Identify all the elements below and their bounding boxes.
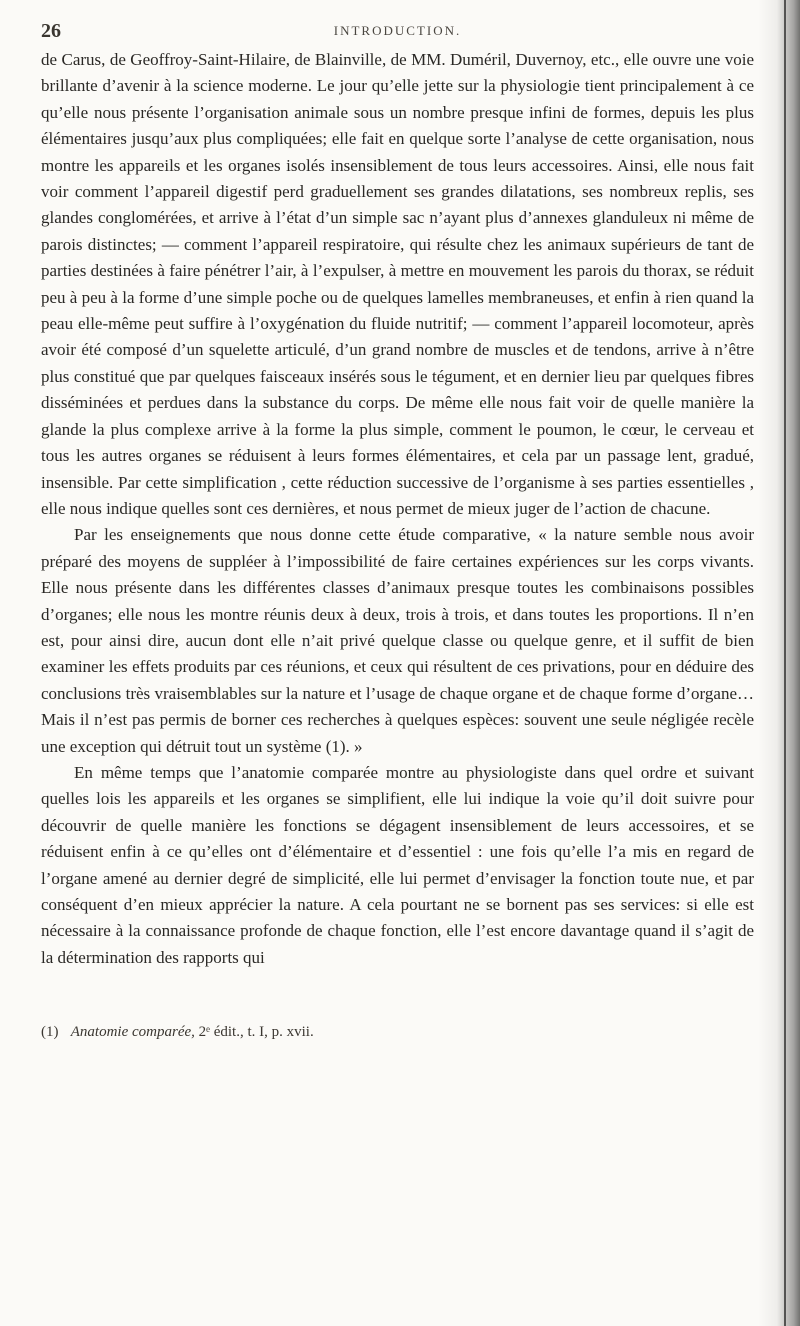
binding-shadow — [758, 0, 800, 1326]
footnote-details: 2ᵉ édit., t. I, p. xvii. — [198, 1024, 314, 1040]
page-header — [41, 20, 754, 44]
running-head: INTRODUCTION. — [333, 23, 462, 38]
footnote-mark: (1) — [41, 1024, 59, 1040]
paragraph-3: En même temps que l’anatomie comparée montre au physiologiste dans quel ordre et suivant quelles lois les appareils et les organes se simplifient, elle lui indique la voie qu’il doit suivre pour découvrir de quelle manière les fonctions se dégagent insensiblement de leurs accessoires, et se réduisent enfin à ce qu’elles ont d’élémentaire et d’essentiel : une fois qu’elle l’a mis en regard de l’organe amené au dernier degré de simplicité, elle lui permet d’envisager la fonction toute nue, et par conséquent d’en mieux apprécier la nature. A cela pourtant ne se bornent pas ses services: si elle est nécessaire à la connaissance profonde de chaque fonction, elle l’est encore davantage quand il s’agit de la détermination des rapports qui — [41, 762, 754, 967]
paragraph-2: Par les enseignements que nous donne cette étude comparative, « la nature semble nous avoir préparé des moyens de suppléer à l’impossibilité de faire certaines expériences sur les corps vivants. Elle nous présente dans les différentes classes d’animaux presque toutes les combinaisons possibles d’organes; elle nous les montre réunis deux à deux, trois à trois, et dans toutes les proportions. Il n’en est, pour ainsi dire, aucun dont elle n’ait privé quelque classe ou quelque genre, et il suffit de bien examiner les effets produits par ces réunions, et ceux qui résultent de ces privations, pour en déduire des conclusions très vraisemblables sur la nature et l’usage de chaque organe et de chaque forme d’organe… Mais il n’est pas permis de borner ces recherches à quelques espèces: souvent une seule négligée recèle une exception qui détruit tout un système (1). » — [41, 525, 754, 756]
page-number: 26 — [41, 20, 61, 42]
paragraph-1: de Carus, de Geoffroy-Saint-Hilaire, de Blainville, de MM. Duméril, Duvernoy, etc., elle ouvre une voie brillante d’avenir à la science moderne. Le jour qu’elle jette sur la physiologie tient principalement à ce qu’elle nous présente l’organisation animale sous un nombre presque infini de formes, depuis les plus élémentaires jusqu’aux plus compliquées; elle fait en quelque sorte l’analyse de cette organisation, nous montre les appareils et les organes isolés insensiblement de tous leurs accessoires. Ainsi, elle nous fait voir comment l’appareil digestif perd graduellement ses grandes dilatations, ses nombreux replis, ses glandes conglomérées, et arrive à l’état d’un simple sac n’ayant plus d’annexes glanduleux ni même de parois distinctes; — comment l’appareil respiratoire, qui résulte chez les animaux supérieurs de tant de parties destinées à faire pénétrer l’air, à l’expulser, à mettre en mouvement les parois du thorax, se réduit peu à peu à la forme d’une simple poche ou de quelques lamelles membraneuses, et enfin à rien quand la peau elle-même peut suffire à l’oxygénation du fluide nutritif; — comment l’appareil locomoteur, après avoir été composé d’un squelette articulé, d’un grand nombre de muscles et de tendons, arrive à n’être plus constitué que par quelques faisceaux insérés sous le tégument, et en dernier lieu par quelques fibres disséminées et perdues dans la substance du corps. De même elle nous fait voir de quelle manière la glande la plus complexe arrive à la forme la plus simple, comment le poumon, le cœur, le cerveau et tous les autres organes se réduisent à leurs formes élémentaires, et cela par un passage lent, gradué, insensible. Par cette simplification , cette réduction successive de l’organisme à ses parties essentielles , elle nous indique quelles sont ces dernières, et nous permet de mieux juger de l’action de chacune. — [41, 50, 754, 518]
footnote — [41, 1022, 754, 1042]
binding-edge — [784, 0, 786, 1326]
body-text — [41, 47, 754, 971]
footnote-source-title: Anatomie comparée, — [70, 1024, 195, 1040]
